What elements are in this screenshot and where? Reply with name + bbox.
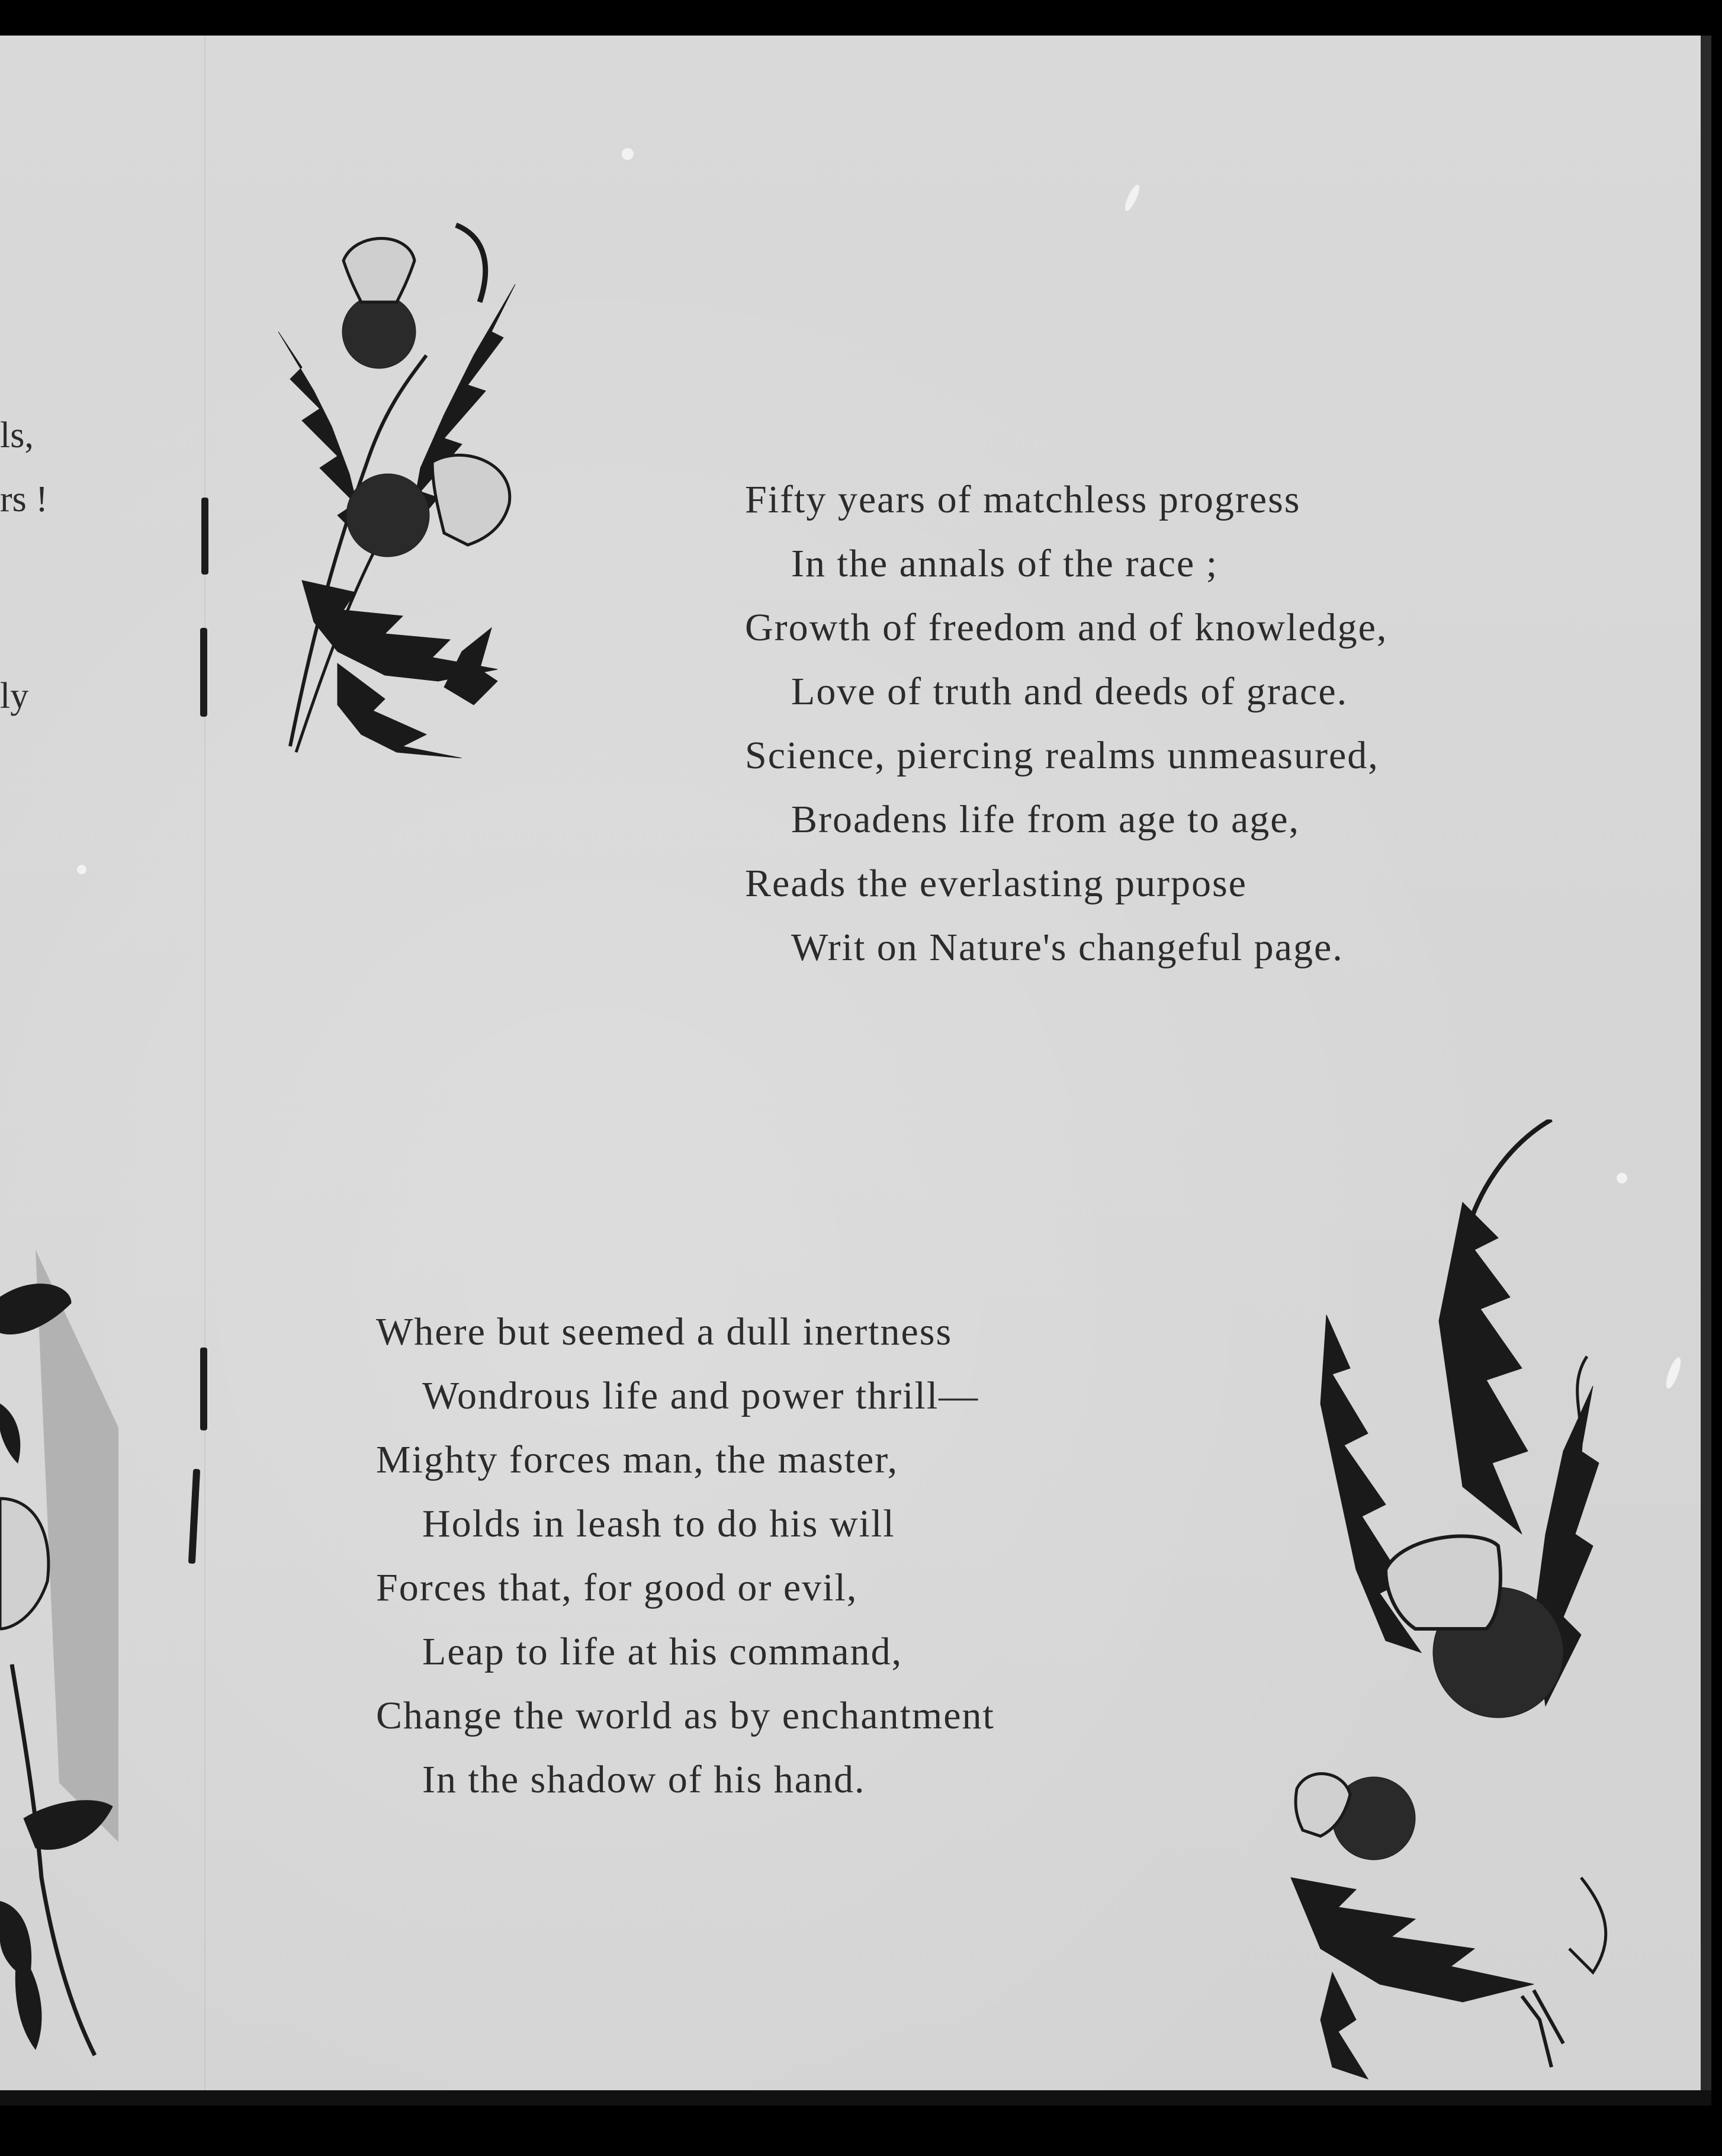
verse-line: Love of truth and deeds of grace. xyxy=(791,670,1348,713)
stanza-2 xyxy=(376,1300,995,1812)
verse-line: Holds in leash to do his will xyxy=(422,1502,895,1545)
verse-line: Fifty years of matchless progress xyxy=(745,478,1301,521)
facing-page-fragment: ls, xyxy=(0,415,34,455)
binding-mark xyxy=(201,498,208,575)
verse-line: Forces that, for good or evil, xyxy=(376,1566,858,1609)
paper-speck xyxy=(77,865,86,874)
verse-line: Writ on Nature's changeful page. xyxy=(791,926,1344,969)
binding-mark xyxy=(200,1348,207,1430)
verse-line: Wondrous life and power thrill— xyxy=(422,1374,979,1417)
rose-branch-icon xyxy=(0,1250,118,2067)
poem-page xyxy=(0,36,1711,2106)
verse-line: Leap to life at his command, xyxy=(422,1630,903,1673)
verse-line: Where but seemed a dull inertness xyxy=(376,1310,953,1353)
verse-line: Science, piercing realms unmeasured, xyxy=(745,734,1379,777)
paper-speck xyxy=(1123,183,1142,212)
verse-line: Mighty forces man, the master, xyxy=(376,1438,899,1481)
verse-line: Change the world as by enchantment xyxy=(376,1694,995,1737)
thistle-sprig-icon xyxy=(266,213,551,758)
paper-speck xyxy=(1617,1173,1627,1183)
binding-mark xyxy=(188,1469,200,1564)
page-edge xyxy=(1701,36,1711,2106)
verse-line: In the annals of the race ; xyxy=(791,542,1219,585)
paper-speck xyxy=(1663,1356,1684,1390)
thistle-bouquet-icon xyxy=(1285,1119,1652,2097)
facing-page-fragment: rs ! xyxy=(0,479,48,519)
paper-speck xyxy=(622,148,634,160)
verse-line: Growth of freedom and of knowledge, xyxy=(745,606,1388,649)
page-edge xyxy=(0,2090,1711,2106)
facing-page-fragment: ly xyxy=(0,676,29,716)
binding-fold xyxy=(204,36,205,2106)
verse-line: Reads the everlasting purpose xyxy=(745,862,1247,905)
stanza-1 xyxy=(745,468,1387,980)
binding-mark xyxy=(200,628,207,717)
verse-line: In the shadow of his hand. xyxy=(422,1758,866,1801)
verse-line: Broadens life from age to age, xyxy=(791,798,1300,841)
